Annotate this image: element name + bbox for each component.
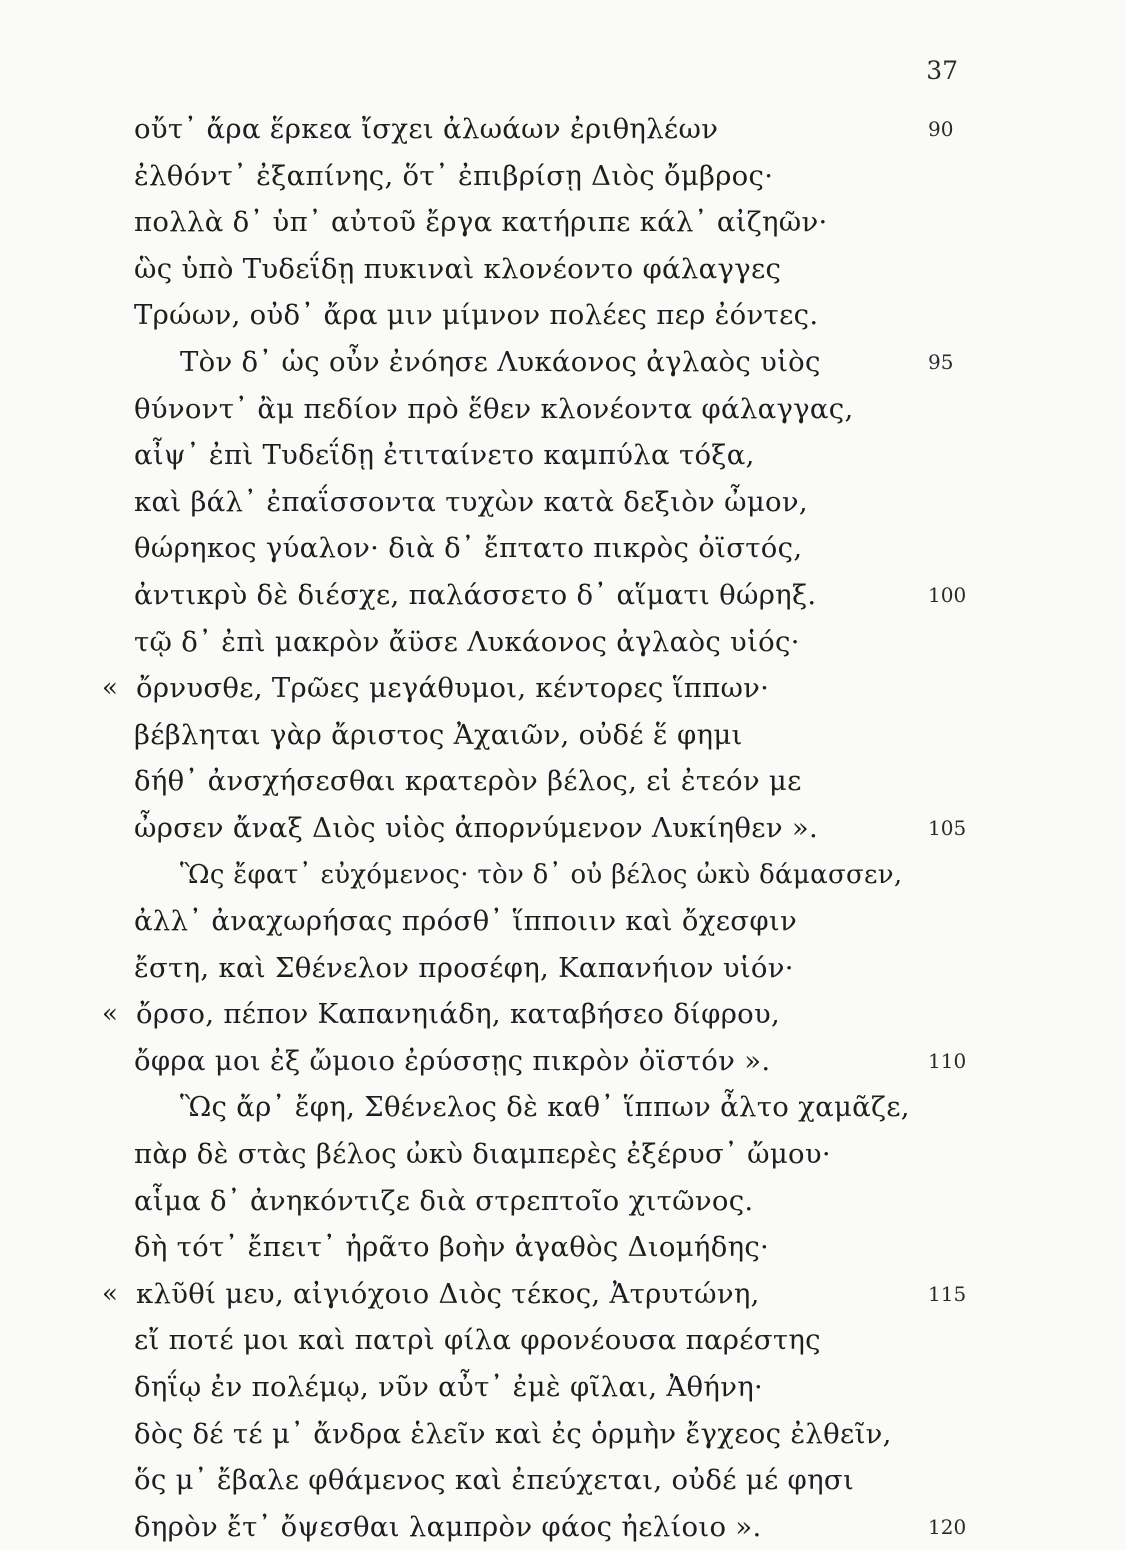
- line-number: 115: [928, 1281, 967, 1306]
- verse-line: [0, 246, 1126, 293]
- verse-line: [0, 852, 1126, 899]
- verse-text: δηΐῳ ἐν πολέμῳ, νῦν αὖτ᾽ ἐμὲ φῖλαι, Ἀθήνη·: [134, 1371, 764, 1404]
- verse-text: ἀντικρὺ δὲ διέσχε, παλάσσετο δ᾽ αἵματι θώρηξ.: [134, 578, 817, 611]
- line-number: 95: [928, 349, 954, 374]
- verse-line: [0, 432, 1126, 479]
- verse-line: [0, 1084, 1126, 1131]
- verse-line: [0, 1271, 1126, 1318]
- verse-line: [0, 1504, 1126, 1550]
- verse-text: θώρηκος γύαλον· διὰ δ᾽ ἔπτατο πικρὸς ὀϊστός,: [134, 532, 803, 565]
- verse-line: [0, 1411, 1126, 1458]
- verse-text: ἐλθόντ᾽ ἐξαπίνης, ὅτ᾽ ἐπιβρίσῃ Διὸς ὄμβρος·: [134, 159, 774, 192]
- verse-line: [0, 1457, 1126, 1504]
- verse-line: [0, 339, 1126, 386]
- verse-text: ὄρνυσθε, Τρῶες μεγάθυμοι, κέντορες ἵππων·: [136, 672, 770, 705]
- line-number: 90: [928, 117, 954, 141]
- verse-text: Ὣς ἄρ᾽ ἔφη, Σθένελος δὲ καθ᾽ ἵππων ἆλτο χαμᾶζε,: [180, 1091, 910, 1124]
- verse-line: [0, 386, 1126, 433]
- verse-text: ὣς ὑπὸ Τυδεΐδῃ πυκιναὶ κλονέοντο φάλαγγες: [134, 252, 782, 285]
- verse-text: εἴ ποτέ μοι καὶ πατρὶ φίλα φρονέουσα παρέστης: [134, 1324, 821, 1357]
- line-number: 105: [928, 815, 967, 840]
- verse-text: αἷμα δ᾽ ἀνηκόντιζε διὰ στρεπτοῖο χιτῶνος.: [134, 1184, 754, 1217]
- opening-quote-mark: «: [102, 1278, 118, 1309]
- page-number: 37: [926, 56, 958, 85]
- verse-text: βέβληται γὰρ ἄριστος Ἀχαιῶν, οὐδέ ἕ φημι: [134, 718, 743, 751]
- verse-line: [0, 1178, 1126, 1225]
- verse-line: [0, 898, 1126, 945]
- opening-quote-mark: «: [102, 999, 118, 1030]
- verse-line: [0, 572, 1126, 619]
- verse-line: [0, 1317, 1126, 1364]
- line-number: 110: [928, 1048, 967, 1073]
- verse-text: ἀλλ᾽ ἀναχωρήσας πρόσθ᾽ ἵπποιιν καὶ ὄχεσφιν: [134, 905, 797, 938]
- verse-text: καὶ βάλ᾽ ἐπαΐσσοντα τυχὼν κατὰ δεξιὸν ὦμον,: [134, 485, 808, 518]
- verse-text: ὦρσεν ἄναξ Διὸς υἱὸς ἀπορνύμενον Λυκίηθεν ».: [134, 811, 819, 844]
- verse-text: κλῦθί μευ, αἰγιόχοιο Διὸς τέκος, Ἀτρυτώνη,: [136, 1277, 760, 1310]
- verse-text: ἔστη, καὶ Σθένελον προσέφη, Καπανήιον υἱόν·: [134, 951, 794, 984]
- verse-line: [0, 106, 1126, 153]
- verse-line: [0, 525, 1126, 572]
- verse-text: Τρώων, οὐδ᾽ ἄρα μιν μίμνον πολέες περ ἐόντες.: [134, 299, 819, 332]
- verse-line: [0, 758, 1126, 805]
- verse-text: δὸς δέ τέ μ᾽ ἄνδρα ἑλεῖν καὶ ἐς ὁρμὴν ἔγχεος ἐλθεῖν,: [134, 1417, 892, 1450]
- verse-line: [0, 292, 1126, 339]
- poem-text: [0, 106, 1126, 1550]
- verse-text: Ὣς ἔφατ᾽ εὐχόμενος· τὸν δ᾽ οὐ βέλος ὠκὺ δάμασσεν,: [180, 859, 903, 890]
- verse-line: [0, 153, 1126, 200]
- verse-text: ὄφρα μοι ἐξ ὤμοιο ἐρύσσῃς πικρὸν ὀϊστόν ».: [134, 1044, 771, 1077]
- verse-text: δηρὸν ἔτ᾽ ὄψεσθαι λαμπρὸν φάος ἠελίοιο ».: [134, 1510, 762, 1543]
- verse-text: ὄρσο, πέπον Καπανηιάδη, καταβήσεο δίφρου,: [136, 998, 781, 1031]
- verse-line: [0, 199, 1126, 246]
- verse-text: ὅς μ᾽ ἔβαλε φθάμενος καὶ ἐπεύχεται, οὐδέ μέ φησι: [134, 1464, 855, 1497]
- opening-quote-mark: «: [102, 673, 118, 704]
- verse-text: δήθ᾽ ἀνσχήσεσθαι κρατερὸν βέλος, εἰ ἐτεόν με: [134, 765, 802, 798]
- verse-text: αἶψ᾽ ἐπὶ Τυδεΐδῃ ἐτιταίνετο καμπύλα τόξα,: [134, 439, 755, 472]
- verse-text: Τὸν δ᾽ ὡς οὖν ἐνόησε Λυκάονος ἀγλαὸς υἱὸς: [180, 345, 821, 378]
- verse-text: οὔτ᾽ ἄρα ἕρκεα ἴσχει ἀλωάων ἐριθηλέων: [134, 113, 719, 145]
- verse-line: [0, 665, 1126, 712]
- line-number: 120: [928, 1514, 967, 1539]
- verse-text: πὰρ δὲ στὰς βέλος ὠκὺ διαμπερὲς ἐξέρυσ᾽ ὤμου·: [134, 1138, 831, 1171]
- verse-line: [0, 712, 1126, 759]
- line-number: 100: [928, 582, 967, 607]
- verse-line: [0, 479, 1126, 526]
- verse-text: δὴ τότ᾽ ἔπειτ᾽ ἠρᾶτο βοὴν ἀγαθὸς Διομήδης·: [134, 1231, 770, 1264]
- verse-line: [0, 991, 1126, 1038]
- verse-line: [0, 1364, 1126, 1411]
- verse-text: πολλὰ δ᾽ ὑπ᾽ αὐτοῦ ἔργα κατήριπε κάλ᾽ αἰζηῶν·: [134, 206, 828, 239]
- verse-line: [0, 1038, 1126, 1085]
- verse-text: θύνοντ᾽ ἂμ πεδίον πρὸ ἕθεν κλονέοντα φάλαγγας,: [134, 392, 854, 425]
- verse-line: [0, 805, 1126, 852]
- verse-line: [0, 1224, 1126, 1271]
- verse-line: [0, 619, 1126, 666]
- verse-line: [0, 1131, 1126, 1178]
- verse-line: [0, 945, 1126, 992]
- verse-text: τῷ δ᾽ ἐπὶ μακρὸν ἄϋσε Λυκάονος ἀγλαὸς υἱός·: [134, 625, 800, 658]
